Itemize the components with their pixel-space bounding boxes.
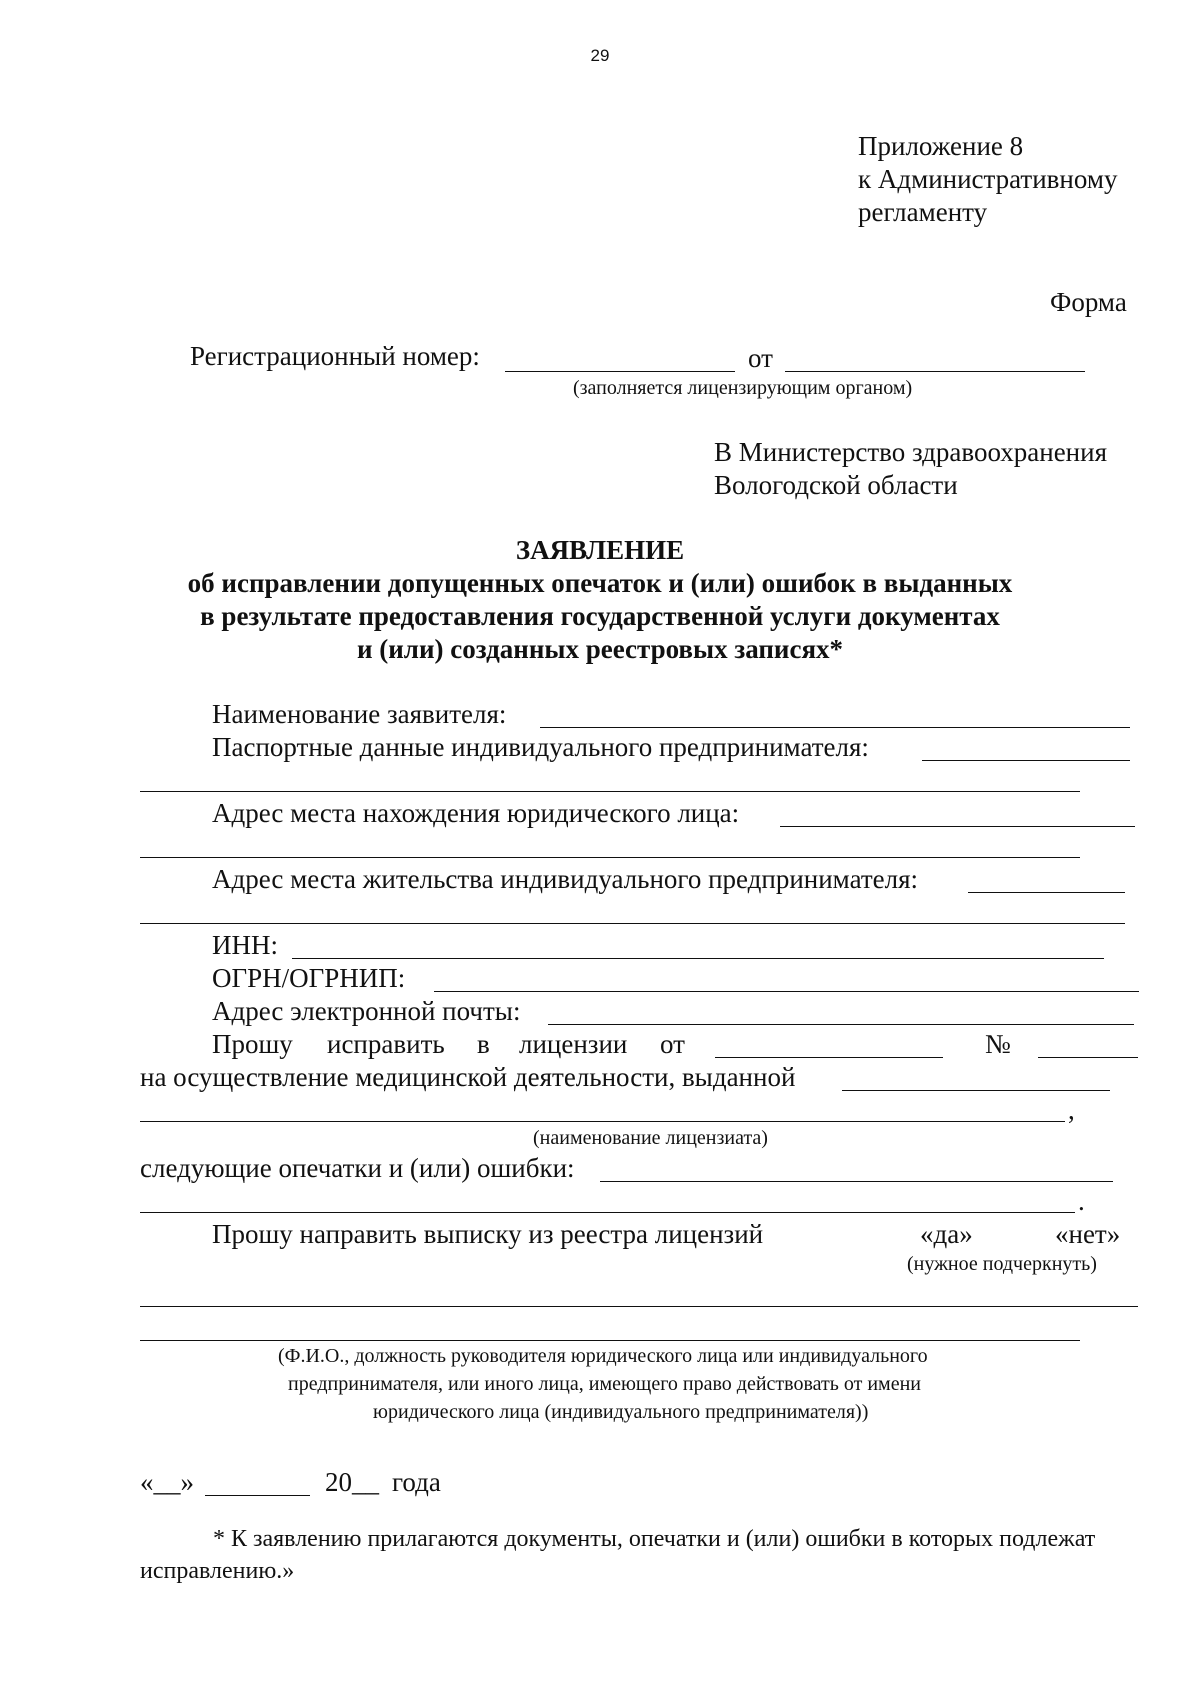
date-month-field[interactable] — [205, 1495, 310, 1496]
request-word-3: в — [477, 1029, 490, 1059]
appendix-line-1: Приложение 8 — [858, 131, 1024, 161]
signature-hint-line-1: (Ф.И.О., должность руководителя юридического лица или индивидуального — [278, 1345, 928, 1367]
license-date-field[interactable] — [715, 1057, 943, 1058]
signature-hint-line-3: юридического лица (индивидуального предпринимателя)) — [373, 1401, 869, 1423]
applicant-name-field[interactable] — [540, 727, 1130, 728]
request-line-2: на осуществление медицинской деятельности, выданной — [140, 1062, 796, 1092]
passport-field-continuation[interactable] — [140, 791, 1080, 792]
document-subtitle-line-1: об исправлении допущенных опечаток и (или) ошибок в выданных — [187, 568, 1013, 598]
date-day[interactable]: «__» — [140, 1467, 194, 1497]
email-field[interactable] — [548, 1024, 1134, 1025]
footnote-line-2: исправлению.» — [140, 1558, 295, 1584]
registration-number-field[interactable] — [505, 371, 735, 372]
footnote-line-1: * К заявлению прилагаются документы, опечатки и (или) ошибки в которых подлежат — [213, 1526, 1096, 1552]
registration-label: Регистрационный номер: — [190, 341, 480, 371]
signature-field-1[interactable] — [140, 1306, 1138, 1307]
date-year-word: года — [392, 1467, 441, 1497]
request-word-4: лицензии — [519, 1029, 628, 1059]
licensee-comma: , — [1068, 1095, 1075, 1125]
issuer-field[interactable] — [842, 1090, 1110, 1091]
page-number: 29 — [590, 46, 610, 65]
registration-date-field[interactable] — [785, 371, 1085, 372]
signature-field-2[interactable] — [140, 1340, 1080, 1341]
extract-yes-option[interactable]: «да» — [920, 1219, 973, 1249]
addressee-line-1: В Министерство здравоохранения — [714, 437, 1108, 467]
errors-field[interactable] — [600, 1181, 1113, 1182]
form-label: Форма — [1050, 287, 1127, 317]
request-word-2: исправить — [327, 1029, 445, 1059]
errors-label: следующие опечатки и (или) ошибки: — [140, 1153, 575, 1183]
errors-period: . — [1078, 1186, 1085, 1216]
license-number-field[interactable] — [1038, 1057, 1138, 1058]
inn-field[interactable] — [292, 958, 1104, 959]
extract-no-option[interactable]: «нет» — [1055, 1219, 1121, 1249]
applicant-name-label: Наименование заявителя: — [212, 699, 507, 729]
residence-address-label: Адрес места жительства индивидуального предпринимателя: — [212, 864, 919, 894]
extract-label: Прошу направить выписку из реестра лицензий — [212, 1219, 764, 1249]
signature-hint-line-2: предпринимателя, или иного лица, имеющего право действовать от имени — [288, 1373, 921, 1395]
legal-address-label: Адрес места нахождения юридического лица: — [212, 798, 740, 828]
request-word-5: от — [660, 1029, 685, 1059]
ogrn-field[interactable] — [434, 991, 1139, 992]
appendix-line-3: регламенту — [858, 197, 988, 227]
licensee-name-field[interactable] — [140, 1121, 1065, 1122]
document-subtitle-line-3: и (или) созданных реестровых записях* — [356, 634, 844, 664]
legal-address-field-continuation[interactable] — [140, 857, 1080, 858]
legal-address-field[interactable] — [780, 826, 1135, 827]
registration-from-label: от — [748, 343, 773, 373]
registration-hint: (заполняется лицензирующим органом) — [573, 377, 913, 399]
document-title: ЗАЯВЛЕНИЕ — [515, 535, 685, 565]
email-label: Адрес электронной почты: — [212, 996, 521, 1026]
licensee-hint: (наименование лицензиата) — [533, 1127, 768, 1149]
addressee-line-2: Вологодской области — [714, 470, 958, 500]
ogrn-label: ОГРН/ОГРНИП: — [212, 963, 406, 993]
inn-label: ИНН: — [212, 930, 278, 960]
appendix-line-2: к Административному — [858, 164, 1118, 194]
passport-label: Паспортные данные индивидуального предпринимателя: — [212, 732, 869, 762]
errors-field-continuation[interactable] — [140, 1212, 1075, 1213]
residence-address-field-continuation[interactable] — [140, 923, 1125, 924]
residence-address-field[interactable] — [968, 892, 1125, 893]
license-number-sign: № — [985, 1029, 1011, 1059]
date-year[interactable]: 20__ — [325, 1467, 379, 1497]
request-word-1: Прошу — [212, 1029, 293, 1059]
extract-hint: (нужное подчеркнуть) — [907, 1253, 1097, 1275]
document-subtitle-line-2: в результате предоставления государственной услуги документах — [200, 601, 1000, 631]
passport-field[interactable] — [922, 760, 1130, 761]
